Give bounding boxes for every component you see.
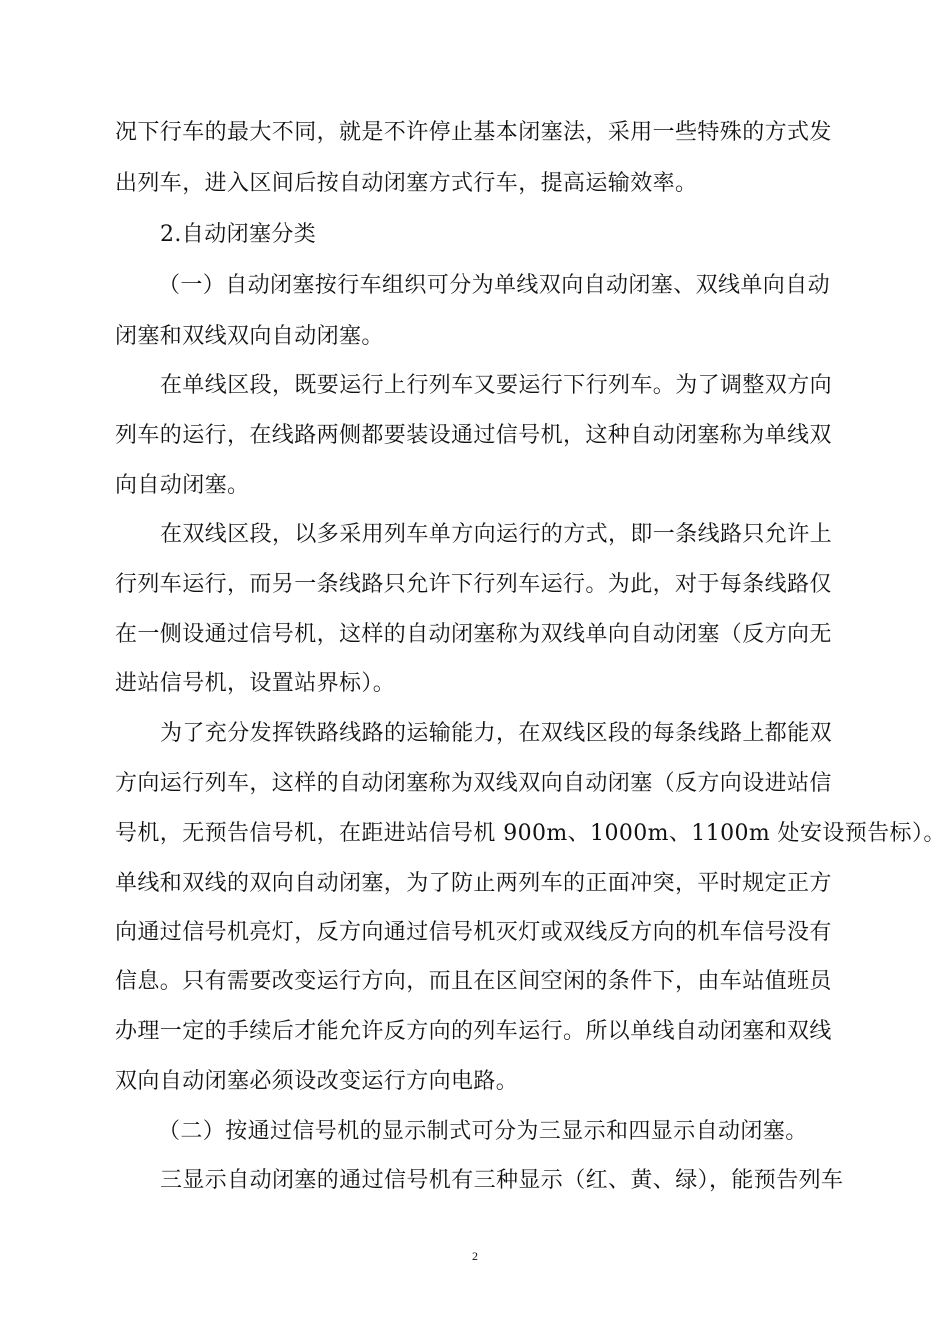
- text-line-21: （二）按通过信号机的显示制式可分为三显示和四显示自动闭塞。: [158, 1119, 808, 1144]
- section-heading: 2.自动闭塞分类: [160, 222, 317, 247]
- text-line-14: 方向运行列车，这样的自动闭塞称为双线双向自动闭塞（反方向设进站信: [115, 771, 832, 796]
- text-line-4: （一）自动闭塞按行车组织可分为单线双向自动闭塞、双线单向自动: [158, 273, 831, 298]
- text-line-7: 列车的运行，在线路两侧都要装设通过信号机，这种自动闭塞称为单线双: [115, 423, 832, 448]
- text-line-6: 在单线区段，既要运行上行列车又要运行下行列车。为了调整双方向: [160, 373, 833, 398]
- text-line-10: 行列车运行，而另一条线路只允许下行列车运行。为此，对于每条线路仅: [115, 572, 832, 597]
- text-line-2: 出列车，进入区间后按自动闭塞方式行车，提高运输效率。: [115, 171, 698, 196]
- text-line-12: 进站信号机，设置站界标）。: [115, 671, 396, 696]
- text-line-13: 为了充分发挥铁路线路的运输能力，在双线区段的每条线路上都能双: [160, 721, 833, 746]
- text-line-19: 办理一定的手续后才能允许反方向的列车运行。所以单线自动闭塞和双线: [115, 1019, 832, 1044]
- text-line-18: 信息。只有需要改变运行方向，而且在区间空闲的条件下，由车站值班员: [115, 969, 832, 994]
- text-line-17: 向通过信号机亮灯，反方向通过信号机灭灯或双线反方向的机车信号没有: [115, 920, 832, 945]
- text-line-15: 号机，无预告信号机，在距进站信号机 900m、1000m、1100m 处安设预告标）。: [115, 821, 946, 846]
- text-line-1: 况下行车的最大不同，就是不许停止基本闭塞法，采用一些特殊的方式发: [115, 120, 832, 145]
- text-line-22: 三显示自动闭塞的通过信号机有三种显示（红、黄、绿），能预告列车: [160, 1168, 844, 1193]
- page-number: 2: [472, 1249, 478, 1263]
- text-line-16: 单线和双线的双向自动闭塞，为了防止两列车的正面冲突，平时规定正方: [115, 871, 832, 896]
- text-line-9: 在双线区段，以多采用列车单方向运行的方式，即一条线路只允许上: [160, 522, 833, 547]
- text-line-8: 向自动闭塞。: [115, 473, 250, 498]
- text-line-5: 闭塞和双线双向自动闭塞。: [115, 324, 384, 349]
- text-line-20: 双向自动闭塞必须设改变运行方向电路。: [115, 1069, 519, 1094]
- text-line-11: 在一侧设通过信号机，这样的自动闭塞称为双线单向自动闭塞（反方向无: [115, 622, 832, 647]
